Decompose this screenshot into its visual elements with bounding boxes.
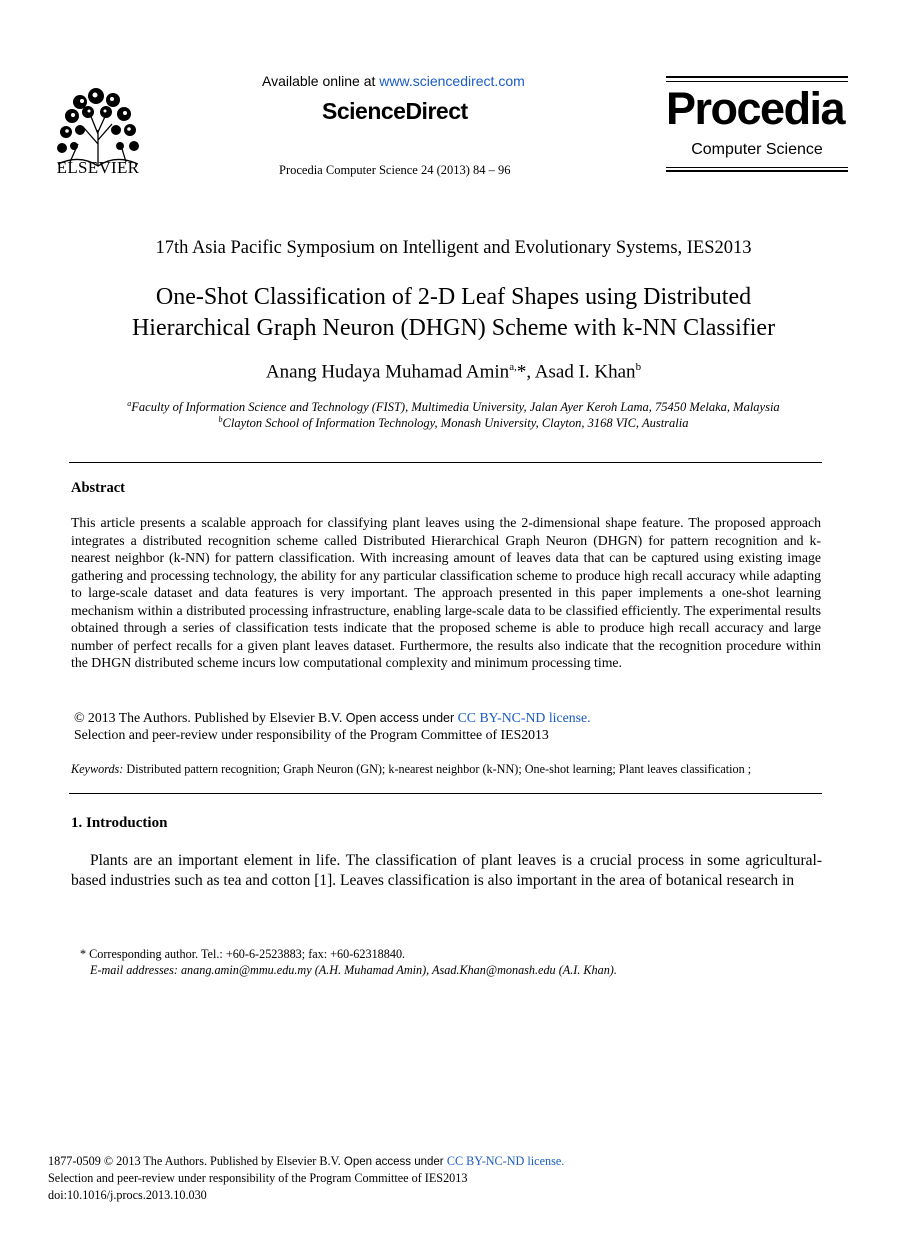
peer-review-line: Selection and peer-review under responsibility of the Program Committee of IES2013 [74, 727, 549, 742]
paper-title [40, 282, 867, 344]
footer-copyright [48, 1154, 564, 1169]
keywords-label: Keywords: [71, 762, 124, 776]
corresponding-star: * [516, 361, 527, 383]
license-link[interactable]: CC BY-NC-ND license. [457, 710, 591, 725]
procedia-rule-top [666, 76, 848, 78]
affil-a-text: Faculty of Information Science and Technology (FIST), Multimedia University, Jalan Ayer Keroh Lama, 75450 Melaka, Malaysia [131, 400, 780, 415]
title-line-2: Hierarchical Graph Neuron (DHGN) Scheme with k-NN Classifier [131, 315, 776, 341]
procedia-subtitle: Computer Science [691, 141, 823, 158]
footer-peer-review: Selection and peer-review under responsibility of the Program Committee of IES2013 [48, 1171, 468, 1185]
procedia-rule-bottom [666, 170, 848, 172]
open-access-text: Open access under [345, 711, 458, 725]
journal-reference: Procedia Computer Science 24 (2013) 84 – 96 [279, 163, 511, 177]
introduction-paragraph: Plants are an important element in life. The classification of plant leaves is a crucial process in some agricultural-based industries such as tea and cotton [1]. Leaves classification is also important in the area of botanical research in [71, 852, 822, 889]
author-2-affil-mark: b [635, 361, 642, 373]
available-online-text [262, 73, 525, 89]
abstract-body: This article presents a scalable approach for classifying plant leaves using the 2-dimensional shape feature. The proposed approach integrates a distributed recognition scheme called Distributed Hierarchical Graph Neuron (DHGN) for pattern recognition and k-nearest neighbor (k-NN) for pattern classification. With increasing amount of leaves data that can be captured using existing image gathering and processing technology, the ability for any particular classification scheme to produce high recall accuracy while adapting to large-scale dataset and data features is very important. The approach presented in this paper implements a one-shot learning mechanism within a distributed processing infrastructure, enabling large-scale data to be classified efficiently. The experimental results obtained through a series of classification tests indicate that the proposed scheme is able to produce high recall accuracy and large number of perfect recalls for a given plant leaves dataset. Furthermore, the results also indicate that the recognition procedure within the DHGN distributed scheme incurs low computational complexity and minimum processing time. [71, 515, 821, 670]
procedia-rule-top-thin [666, 81, 848, 82]
copyright-text: © 2013 The Authors. Published by Elsevier B.V. [74, 710, 346, 725]
procedia-rule-bottom-thin [666, 167, 848, 168]
title-line-1: One-Shot Classification of 2-D Leaf Shapes using Distributed [155, 284, 752, 310]
abstract-divider-bottom [69, 793, 822, 794]
section-heading-introduction: 1. Introduction [71, 815, 168, 831]
affiliation-b [40, 415, 867, 431]
abstract-divider-top [69, 462, 822, 463]
available-prefix: Available online at [262, 73, 380, 89]
sciencedirect-link[interactable]: www.sciencedirect.com [379, 73, 525, 89]
affil-a-mark: a [127, 399, 132, 408]
corresponding-author-footnote: * Corresponding author. Tel.: +60-6-2523883; fax: +60-62318840. [80, 947, 406, 961]
publisher-name: ELSEVIER [56, 158, 140, 177]
footer-doi[interactable]: doi:10.1016/j.procs.2013.10.030 [48, 1188, 207, 1202]
author-list [40, 361, 867, 383]
affil-b-text: Clayton School of Information Technology, Monash University, Clayton, 3168 VIC, Australia [222, 416, 689, 431]
footer-open-access: Open access under [343, 1156, 447, 1168]
email-footnote: E-mail addresses: anang.amin@mmu.edu.my (A.H. Muhamad Amin), Asad.Khan@monash.edu (A.I. Khan). [90, 963, 617, 977]
sciencedirect-wordmark: ScienceDirect [322, 98, 468, 124]
abstract-heading: Abstract [71, 480, 125, 496]
author-2: Asad I. Khan [534, 361, 636, 383]
footer-license-link[interactable]: CC BY-NC-ND license. [446, 1154, 565, 1168]
copyright-line [74, 709, 591, 727]
affiliation-a [40, 399, 867, 415]
affil-b-mark: b [218, 415, 223, 424]
author-1-affil-mark: a, [509, 361, 517, 373]
symposium-name: 17th Asia Pacific Symposium on Intelligent and Evolutionary Systems, IES2013 [155, 238, 752, 258]
footer-copyright-text: 1877-0509 © 2013 The Authors. Published by Elsevier B.V. [48, 1154, 344, 1168]
author-1: Anang Hudaya Muhamad Amin [265, 361, 510, 383]
procedia-wordmark: Procedia [666, 83, 845, 134]
keywords-text: Distributed pattern recognition; Graph Neuron (GN); k-nearest neighbor (k-NN); One-shot learning; Plant leaves classification ; [123, 762, 752, 776]
author-separator: , [526, 361, 535, 383]
keywords-line [71, 762, 751, 777]
